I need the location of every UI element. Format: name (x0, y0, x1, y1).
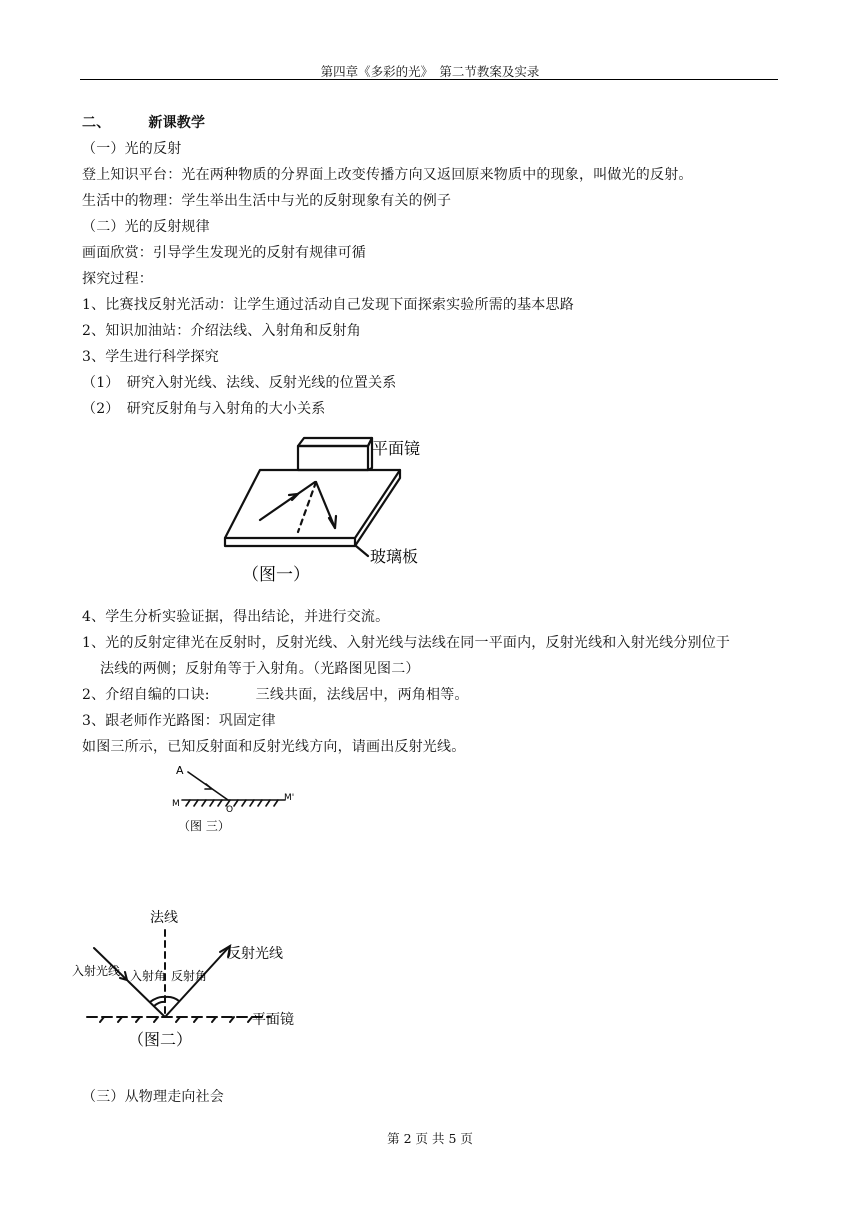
fig2-caption: （图二） (128, 1030, 193, 1049)
subheading-law: （二）光的反射规律 (82, 219, 210, 235)
text-line: 3、跟老师作光路图：巩固定律 (82, 713, 276, 729)
text-line: 登上知识平台：光在两种物质的分界面上改变传播方向又返回原来物质中的现象，叫做光的反射。 (82, 167, 693, 183)
fig2-incident-label: 入射光线 (72, 964, 121, 978)
fig3-label-a: A (176, 764, 184, 777)
figure-2 (72, 900, 312, 1050)
fig2-mirror-label: 平面镜 (252, 1012, 294, 1028)
text-line: （1） 研究入射光线、法线、反射光线的位置关系 (82, 375, 397, 391)
fig2-reflected-label: 反射光线 (227, 946, 283, 962)
fig3-caption: （图 三） (178, 819, 230, 833)
fig3-label-m-prime: M' (284, 793, 295, 803)
fig3-label-o: O (226, 805, 234, 815)
section-heading (82, 112, 205, 132)
text-line: 2、知识加油站：介绍法线、入射角和反射角 (82, 323, 361, 339)
figure-1 (220, 428, 460, 598)
mnemonic-text: 三线共面，法线居中，两角相等。 (255, 687, 469, 703)
fig2-angle-out-label: 反射角 (171, 969, 208, 983)
page-footer: 第 2 页 共 5 页 (387, 1131, 473, 1146)
text-line: 如图三所示，已知反射面和反射光线方向，请画出反射光线。 (82, 739, 466, 755)
text-line: 4、学生分析实验证据，得出结论，并进行交流。 (82, 609, 390, 625)
fig3-label-m: M (172, 799, 180, 809)
section-title: 新课教学 (148, 115, 206, 131)
text-line: 3、学生进行科学探究 (82, 349, 219, 365)
text-line: 1、比赛找反射光活动：让学生通过活动自己发现下面探索实验所需的基本思路 (82, 297, 574, 313)
subheading-reflection: （一）光的反射 (82, 141, 182, 157)
subheading-society: （三）从物理走向社会 (82, 1089, 224, 1105)
text-line: 探究过程： (82, 271, 153, 287)
fig2-normal-label: 法线 (150, 910, 178, 926)
text-line: 生活中的物理：学生举出生活中与光的反射现象有关的例子 (82, 193, 452, 209)
mnemonic-label: 2、介绍自编的口诀: (82, 687, 210, 703)
fig2-angle-in-label: 入射角 (130, 969, 167, 983)
section-number: 二、 (82, 115, 111, 131)
page-header: 第四章《多彩的光》 第二节教案及实录 (320, 64, 540, 79)
fig1-glass-label: 玻璃板 (370, 547, 419, 566)
text-line: 1、光的反射定律光在反射时，反射光线、入射光线与法线在同一平面内，反射光线和入射光线分别位于 (82, 635, 731, 651)
text-line: 画面欣赏：引导学生发现光的反射有规律可循 (82, 245, 366, 261)
mnemonic-line (82, 684, 469, 704)
text-line: 法线的两侧；反射角等于入射角。（光路图见图二） (100, 661, 420, 677)
figure-3 (170, 760, 300, 840)
text-line: （2） 研究反射角与入射角的大小关系 (82, 401, 326, 417)
fig1-mirror-label: 平面镜 (372, 439, 421, 458)
header-rule (80, 79, 778, 80)
fig1-caption: （图一） (242, 565, 310, 585)
